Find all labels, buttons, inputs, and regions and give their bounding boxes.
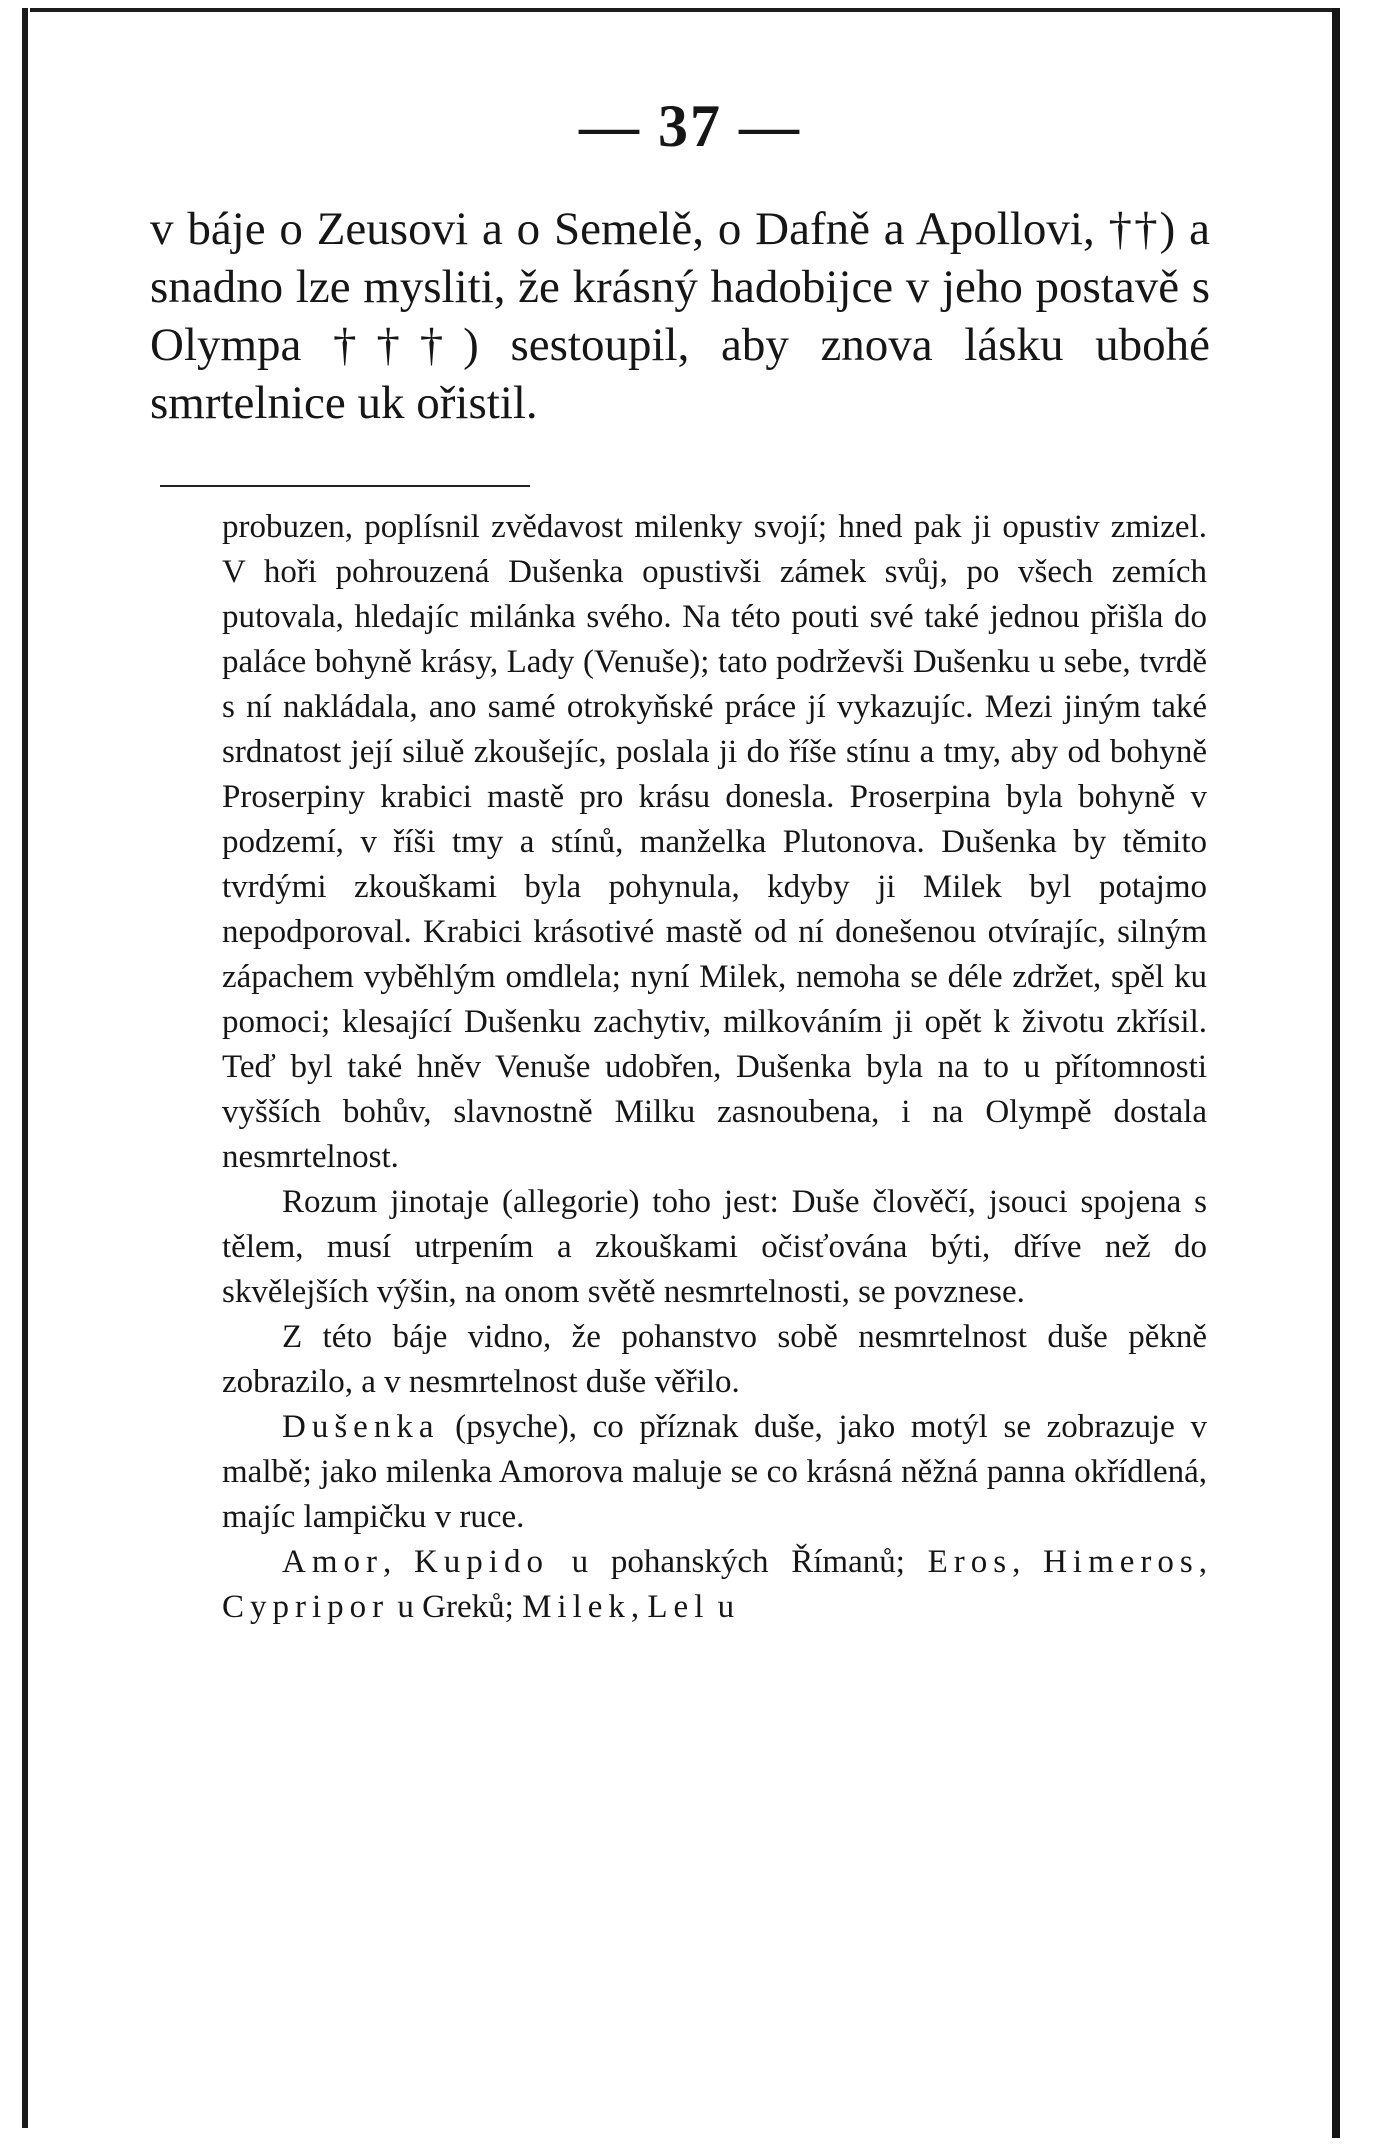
main-text: v báje o Zeusovi a o Semelě, o Dafně a Apollovi, ††) a snadno lze mysliti, že krásný hadobijce v jeho postavě s Olympa †††) sestoupil, aby znova lásku ubohé smrtelnice uk ořistil.	[150, 203, 1210, 429]
page-frame-top	[30, 8, 1340, 12]
names-sep-2: ,	[1012, 1544, 1044, 1580]
name-lel: Lel	[647, 1589, 710, 1625]
names-tail: u	[709, 1589, 735, 1625]
name-kupido: Kupido	[413, 1544, 549, 1580]
names-sep-4: ,	[630, 1589, 648, 1625]
name-cypripor: Cypripor	[222, 1589, 390, 1625]
footnote-block	[222, 505, 1207, 1630]
page-frame-left	[22, 8, 28, 2128]
name-milek: Milek	[522, 1589, 631, 1625]
page-frame-right	[1332, 8, 1340, 2138]
footnote-names	[222, 1540, 1207, 1630]
names-sep-3: ,	[1198, 1544, 1207, 1580]
names-romans: u pohanských Římanů;	[548, 1544, 928, 1580]
names-greeks: u Greků;	[389, 1589, 523, 1625]
term-dusenka: Dušenka	[282, 1409, 440, 1445]
names-sep-1: ,	[383, 1544, 414, 1580]
footnote-separator	[160, 485, 530, 487]
name-amor: Amor	[282, 1544, 383, 1580]
name-eros: Eros	[927, 1544, 1013, 1580]
footnote-psyche	[222, 1405, 1207, 1540]
page-number: — 37 —	[579, 93, 801, 159]
footnote-continuation: probuzen, poplísnil zvědavost milenky svojí; hned pak ji opustiv zmizel. V hoři pohrouzená Dušenka opustivši zámek svůj, po všech zemích putovala, hledajíc milánka svého. Na této pouti své také jednou přišla do paláce bohyně krásy, Lady (Venuše); tato podrževši Dušenku u sebe, tvrdě s ní nakládala, ano samé otrokyňské práce jí vykazujíc. Mezi jiným také srdnatost její siluě zkoušejíc, poslala ji do říše stínu a tmy, aby od bohyně Proserpiny krabici mastě pro krásu donesla. Proserpina byla bohyně v podzemí, v říši tmy a stínů, manželka Plutonova. Dušenka by těmito tvrdými zkouškami byla pohynula, kdyby ji Milek byl potajmo nepodporoval. Krabici krásotivé mastě od ní donešenou otvírajíc, silným zápachem vyběhlým omdlela; nyní Milek, nemoha se déle zdržet, spěl ku pomoci; klesající Dušenku zachytiv, milkováním ji opět k životu zkřísil. Teď byl také hněv Venuše udobřen, Dušenka byla na to u přítomnosti vyšších bohův, slavnostně Milku zasnoubena, i na Olympě dostala nesmrtelnost.	[222, 509, 1207, 1175]
name-himeros: Himeros	[1043, 1544, 1199, 1580]
footnote-fable: Z této báje vidno, že pohanstvo sobě nesmrtelnost duše pěkně zobrazilo, a v nesmrtelnost duše věřilo.	[222, 1319, 1207, 1400]
psyche-description: (psyche), co příznak duše, jako motýl se zobrazuje v malbě; jako milenka Amorova maluje se co krásná něžná panna okřídlená, majíc lampičku v ruce.	[222, 1409, 1207, 1535]
footnote-allegory: Rozum jinotaje (allegorie) toho jest: Duše člověčí, jsouci spojena s tělem, musí utrpením a zkouškami očisťována býti, dříve než do skvělejších výšin, na onom světě nesmrtelnosti, se povznese.	[222, 1184, 1207, 1310]
